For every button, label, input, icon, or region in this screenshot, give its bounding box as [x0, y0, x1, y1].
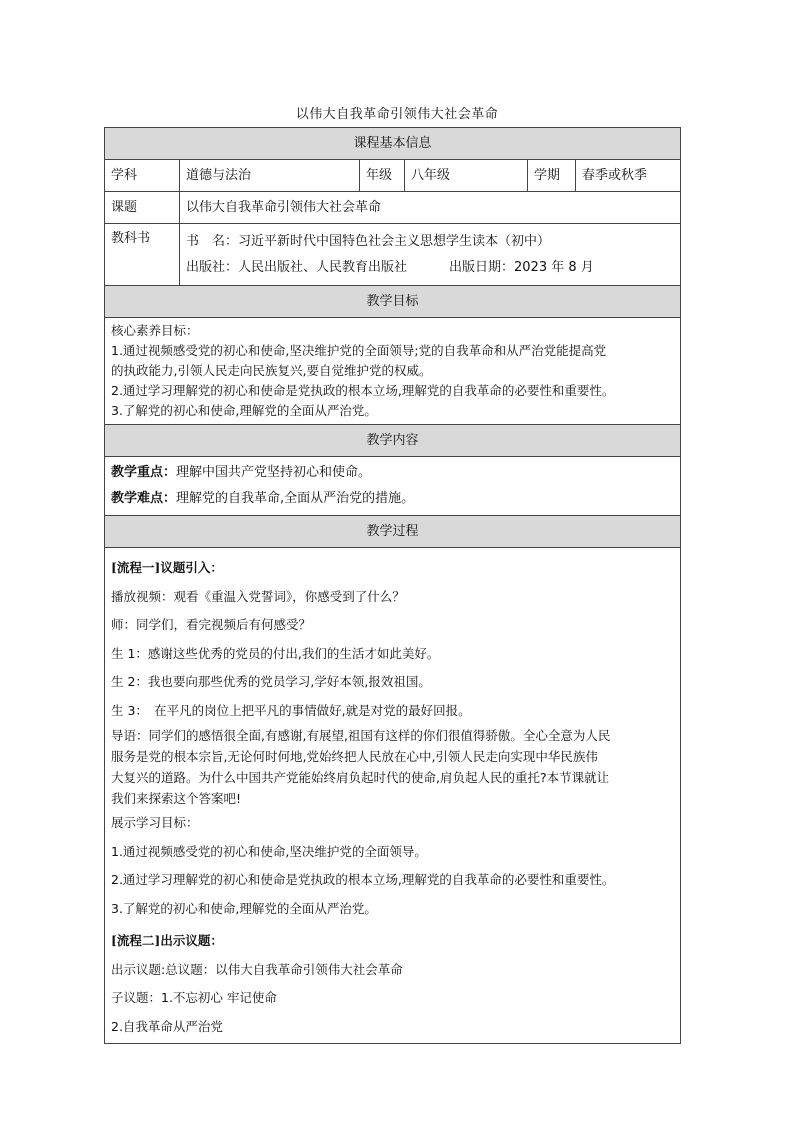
guide-line-4: 我们来探索这个答案吧!: [111, 791, 242, 806]
lesson-plan-table: [104, 127, 681, 1044]
publish-date-text: 出版日期：2023 年 8 月: [449, 259, 594, 275]
key-point-line: [111, 460, 674, 486]
step-2-title: [流程二]出示议题：: [111, 933, 223, 948]
content-header-row: [105, 425, 681, 457]
publisher-line: [186, 255, 674, 281]
sub-issue-1: 子议题：1.不忘初心 牢记使命: [111, 990, 277, 1005]
process-student-1: 生 1：感谢这些优秀的党员的付出,我们的生活才如此美好。: [111, 645, 440, 661]
objectives-intro: 核心素养目标：: [111, 323, 199, 338]
grade-label: 年级: [360, 160, 405, 192]
process-header: 教学过程: [105, 516, 681, 548]
process-body: [105, 548, 681, 1044]
objective-item-3: 3.了解党的初心和使命,理解党的全面从严治党。: [111, 403, 377, 418]
difficult-point-line: [111, 486, 674, 512]
textbook-row: [105, 224, 681, 286]
topic-label: 课题: [105, 192, 180, 224]
content-header: 教学内容: [105, 425, 681, 457]
process-header-row: [105, 516, 681, 548]
subject-label: 学科: [105, 160, 180, 192]
sub-issue-2: 2.自我革命从严治党: [111, 1018, 223, 1034]
term-label: 学期: [528, 160, 576, 192]
subject-value: 道德与法治: [180, 160, 360, 192]
key-point-text: 理解中国共产党坚持初心和使命。: [176, 465, 372, 480]
objectives-row: [105, 318, 681, 425]
process-teacher-question: 师：同学们，看完视频后有何感受？: [111, 617, 312, 632]
show-goals-label: 展示学习目标：: [111, 815, 199, 830]
goal-3: 3.了解党的初心和使命,理解党的全面从严治党。: [111, 900, 377, 916]
guide-line-2: 服务是党的根本宗旨,无论何时何地,党始终把人民放在心中,引领人民走向实现中华民族伟: [111, 749, 598, 764]
process-student-3: 生 3： 在平凡的岗位上把平凡的事情做好,就是对党的最好回报。: [111, 702, 471, 718]
content-body: [105, 457, 681, 516]
objective-item-1a: 1.通过视频感受党的初心和使命,坚决维护党的全面领导;党的自我革命和从严治党能提高党: [111, 343, 607, 358]
objectives-header: 教学目标: [105, 286, 681, 318]
basic-info-header: 课程基本信息: [105, 128, 681, 160]
grade-value: 八年级: [405, 160, 528, 192]
book-name-line: 书 名：习近平新时代中国特色社会主义思想学生读本（初中）: [186, 233, 551, 249]
basic-info-header-row: [105, 128, 681, 160]
guide-line-1: 导语：同学们的感悟很全面,有感谢,有展望,祖国有这样的你们很值得骄傲。全心全意为人民: [111, 728, 611, 743]
issue-line: 出示议题:总议题：以伟大自我革命引领伟大社会革命: [111, 961, 403, 977]
step-1-title: [流程一]议题引入：: [111, 560, 223, 575]
difficult-point-label: 教学难点：: [111, 491, 177, 506]
topic-row: [105, 192, 681, 224]
difficult-point-text: 理解党的自我革命,全面从严治党的措施。: [176, 491, 415, 506]
publisher-text: 出版社：人民出版社、人民教育出版社: [186, 259, 408, 275]
goal-1: 1.通过视频感受党的初心和使命,坚决维护党的全面领导。: [111, 843, 427, 859]
process-row: [105, 548, 681, 1044]
textbook-label: 教科书: [105, 224, 180, 286]
subject-row: [105, 160, 681, 192]
textbook-info: [180, 224, 681, 286]
key-point-label: 教学重点：: [111, 465, 177, 480]
content-row: [105, 457, 681, 516]
guide-line-3: 大复兴的道路。为什么中国共产党能始终肩负起时代的使命,肩负起人民的重托?本节课就让: [111, 770, 610, 785]
process-student-2: 生 2：我也要向那些优秀的党员学习,学好本领,报效祖国。: [111, 674, 431, 689]
objectives-body: [105, 318, 681, 425]
document-title: 以伟大自我革命引领伟大社会革命: [295, 107, 499, 122]
term-value: 春季或秋季: [576, 160, 681, 192]
objective-item-1b: 的执政能力,引领人民走向民族复兴,要自觉维护党的权威。: [111, 363, 432, 378]
objective-item-2: 2.通过学习理解党的初心和使命是党执政的根本立场,理解党的自我革命的必要性和重要性。: [111, 383, 615, 398]
process-play-video: 播放视频：观看《重温入党誓词》，你感受到了什么？: [111, 588, 405, 604]
objectives-header-row: [105, 286, 681, 318]
goal-2: 2.通过学习理解党的初心和使命是党执政的根本立场,理解党的自我革命的必要性和重要性。: [111, 872, 615, 887]
topic-value: 以伟大自我革命引领伟大社会革命: [180, 192, 681, 224]
